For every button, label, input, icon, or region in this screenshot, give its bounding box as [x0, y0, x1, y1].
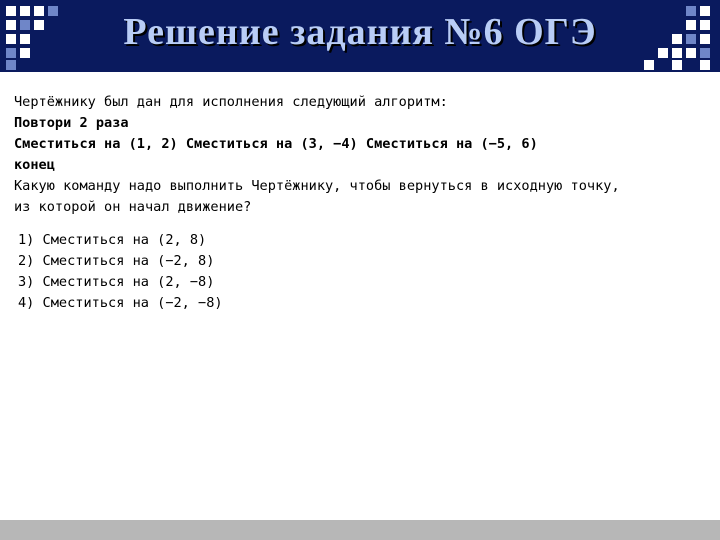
decor-square	[644, 60, 654, 70]
decor-square	[700, 60, 710, 70]
task-end: конец	[14, 157, 55, 173]
task-intro: Чертёжнику был дан для исполнения следующий алгоритм:	[14, 94, 448, 110]
answer-option-4: 4) Сместиться на (−2, −8)	[18, 295, 223, 311]
answer-option-2: 2) Сместиться на (−2, 8)	[18, 253, 215, 269]
decor-square	[6, 60, 16, 70]
task-commands: Сместиться на (1, 2) Сместиться на (3, −4) Сместиться на (−5, 6)	[14, 136, 538, 152]
decor-square	[672, 60, 682, 70]
slide-title: Решение задания №6 ОГЭ	[123, 11, 597, 53]
slide-footer	[0, 520, 720, 540]
answer-option-3: 3) Сместиться на (2, −8)	[18, 274, 215, 290]
task-content	[14, 92, 714, 314]
answer-options	[14, 230, 714, 314]
task-repeat: Повтори 2 раза	[14, 115, 129, 131]
slide-header	[0, 0, 720, 72]
task-question-line-2: из которой он начал движение?	[14, 199, 252, 215]
task-question-line-1: Какую команду надо выполнить Чертёжнику, чтобы вернуться в исходную точку,	[14, 178, 620, 194]
answer-option-1: 1) Сместиться на (2, 8)	[18, 232, 207, 248]
